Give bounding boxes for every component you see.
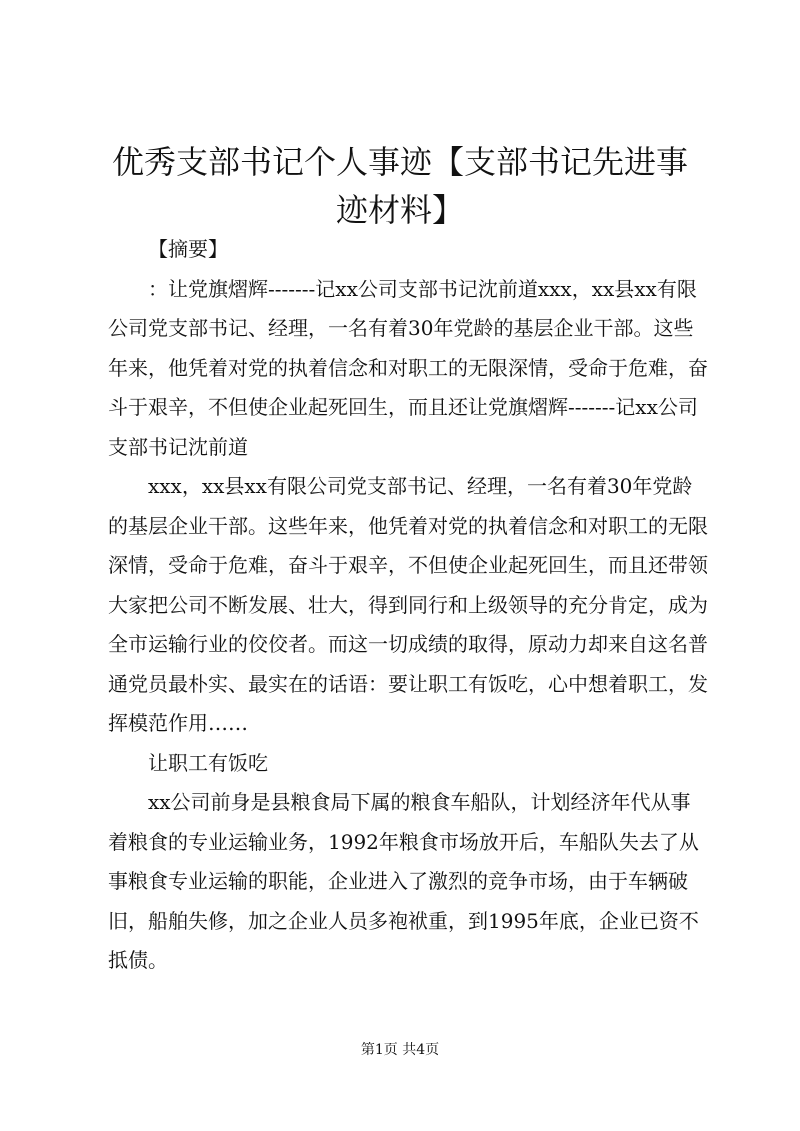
abstract-label: 【摘要】: [148, 237, 228, 261]
document-body: [108, 230, 708, 981]
paragraph-1: ：让党旗熠辉-------记xx公司支部书记沈前道xxx，xx县xx有限公司党支部书记、经理，一名有着30年党龄的基层企业干部。这些年来，他凭着对党的执着信念和对职工的无限深情，受命于危难，奋斗于艰辛，不但使企业起死回生，而且还让党旗熠辉-------记xx公司支部书记沈前道: [108, 276, 708, 459]
paragraph-3: xx公司前身是县粮食局下属的粮食车船队，计划经济年代从事着粮食的专业运输业务，1992年粮食市场放开后，车船队失去了从事粮食专业运输的职能，企业进入了激烈的竞争市场，由于车辆破旧，船舶失修，加之企业人员多袍袱重，到1995年底，企业已资不抵债。: [108, 790, 699, 972]
paragraph-2: xxx，xx县xx有限公司党支部书记、经理，一名有着30年党龄的基层企业干部。这些年来，他凭着对党的执着信念和对职工的无限深情，受命于危难，奋斗于艰辛，不但使企业起死回生，而且还带领大家把公司不断发展、壮大，得到同行和上级领导的充分肯定，成为全市运输行业的佼佼者。而这一切成绩的取得，原动力却来自这名普通党员最朴实、最实在的话语：要让职工有饭吃，心中想着职工，发挥模范作用……: [108, 474, 708, 735]
document-title: 优秀支部书记个人事迹【支部书记先进事迹材料】: [111, 143, 688, 229]
section-heading: 让职工有饭吃: [148, 750, 268, 775]
page-footer: 第1页 共4页: [360, 1042, 440, 1058]
